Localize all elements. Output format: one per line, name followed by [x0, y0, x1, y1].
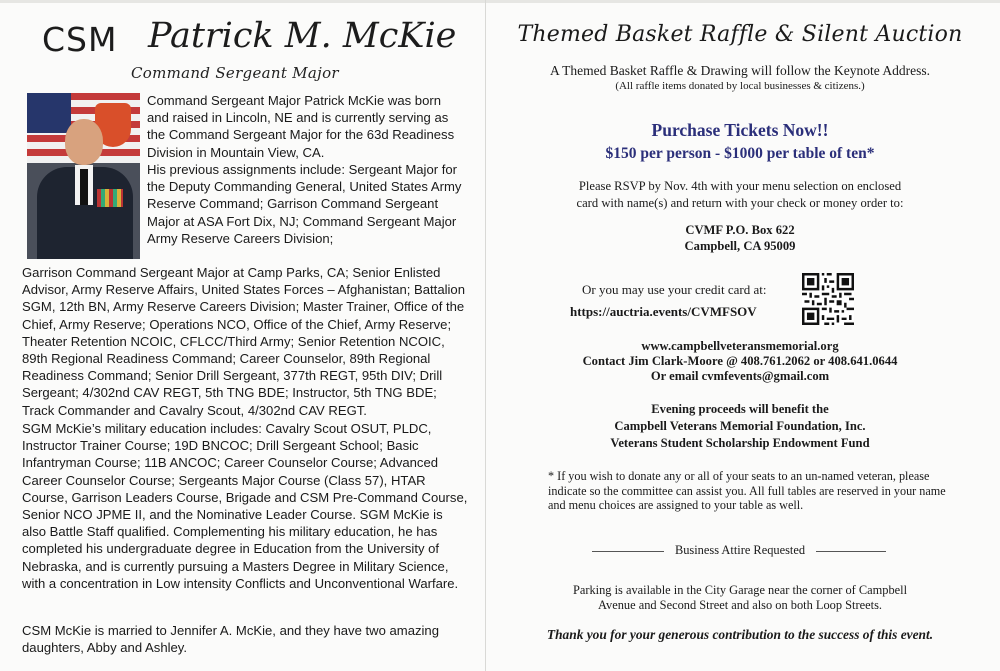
raffle-note: (All raffle items donated by local businesses & citizens.) [615, 80, 865, 92]
left-panel [22, 8, 470, 668]
tie [80, 169, 88, 205]
speaker-photo [27, 93, 140, 259]
raffle-intro: A Themed Basket Raffle & Drawing will follow the Keynote Address. [549, 63, 931, 78]
speaker-head [65, 119, 103, 165]
purchase-heading: Purchase Tickets Now!! [651, 120, 829, 140]
parking-info [500, 583, 980, 613]
mailing-address [500, 222, 980, 254]
raffle-title: Themed Basket Raffle & Silent Auction [517, 22, 963, 47]
fold-divider [485, 0, 486, 671]
bio-paragraph-1: Command Sergeant Major Patrick McKie was born and raised in Lincoln, NE and is currently serving as the Command Sergeant Major for the 63d Readiness Division in Mountain View, CA. [147, 93, 455, 160]
right-panel [500, 8, 980, 668]
speaker-name: Patrick M. McKie [148, 16, 457, 56]
top-edge [0, 0, 1000, 3]
contact-block [500, 339, 980, 384]
bio-paragraph-2-start: His previous assignments include: Sergeant Major for the Deputy Commanding General, United States Army Reserve Command; Garrison Command Sergeant Major at ASA Fort Dix, NJ; Command Sergeant Major Army Reserve Careers Division; [147, 162, 462, 246]
ribbons [97, 189, 123, 207]
rsvp-line-2: card with name(s) and return with your check or money order to: [576, 196, 904, 210]
qr-code-icon [802, 273, 854, 325]
parking-line-2: Avenue and Second Street and also on both Loop Streets. [597, 598, 882, 612]
flag-canton [27, 93, 71, 133]
address-line-2: Campbell, CA 95009 [684, 239, 796, 253]
credit-card-text: Or you may use your credit card at: [582, 282, 767, 297]
speaker-rank: CSM [42, 20, 118, 59]
address-line-1: CVMF P.O. Box 622 [685, 223, 795, 237]
contact-phone: Contact Jim Clark-Moore @ 408.761.2062 or 408.641.0644 [582, 354, 898, 368]
beneficiary-line-2: Campbell Veterans Memorial Foundation, Inc. [614, 419, 866, 433]
speaker-subtitle: Command Sergeant Major [131, 64, 339, 82]
thank-you-note: Thank you for your generous contribution to the success of this event. [546, 627, 934, 642]
attire-note: Business Attire Requested [674, 543, 806, 557]
attire-rule-right [816, 551, 886, 552]
contact-email[interactable]: Or email cvmfevents@gmail.com [650, 369, 830, 383]
parking-line-1: Parking is available in the City Garage near the corner of Campbell [572, 583, 908, 597]
beneficiary-block [500, 401, 980, 452]
auction-link[interactable]: https://auctria.events/CVMFSOV [570, 304, 757, 319]
beneficiary-line-3: Veterans Student Scholarship Endowment Fund [610, 436, 870, 450]
rsvp-instructions [500, 178, 980, 212]
speaker-title [32, 14, 472, 64]
rsvp-line-1: Please RSVP by Nov. 4th with your menu selection on enclosed [578, 179, 902, 193]
bio-paragraph-3: SGM McKie’s military education includes: Cavalry Scout OSUT, PLDC, Instructor Trainer Course; 19D BNCOC; Drill Sergeant School; Basic Infantryman Course; 11B ANCOC; Career Counselor Course; Advanced Career Counselor Course; Sergeants Major Course (Class 57), HTAR Course, Garrison Leaders Course, Brigade and CSM Pre-Command Course, Senior NCO JPME II, and the Nominative Leader Course. SGM McKie is also Battle Staff qualified. Complementing his military education, he has completed his undergraduate degree in Education from the University of Nebraska, and is currently pursuing a Masters Degree in Military Science, with a concentration in Low intensity Conflicts and Unconventional Warfare. [22, 421, 468, 591]
bio-paragraph-2-end: Garrison Command Sergeant Major at Camp Parks, CA; Senior Enlisted Advisor, Army Reserve Affairs, United States Forces – Afghanistan; Battalion SGM, 12th BN, Army Reserve Careers Division; Master Trainer, Office of the Chief, Army Reserve; Operations NCO, Office of the Chief, Army Reserve; Theater Retention NCOIC, CFLCC/Third Army; Senior Retention NCOIC, 89th Regional Readiness Command; Career Counselor, 89th Regional Readiness Command; Senior Drill Sergeant, 377th REGT, 95th DIV; Drill Sergeant; 4/302nd CAV REGT, 5th TNG BDE; Instructor, 5th TNG BDE; Track Commander and Cavalry Scout, 4/302nd CAV REGT. [22, 265, 465, 418]
bio-paragraph-4: CSM McKie is married to Jennifer A. McKie, and they have two amazing daughters, Abby and Ashley. [22, 623, 439, 656]
ticket-price: $150 per person - $1000 per table of ten* [605, 145, 875, 162]
website-link[interactable]: www.campbellveteransmemorial.org [641, 339, 839, 353]
beneficiary-line-1: Evening proceeds will benefit the [651, 402, 829, 416]
donation-note: * If you wish to donate any or all of your seats to an un-named veteran, please indicate so the committee can assist you. All full tables are reserved in your name and menu choices are assigned to your table as well. [548, 469, 946, 512]
